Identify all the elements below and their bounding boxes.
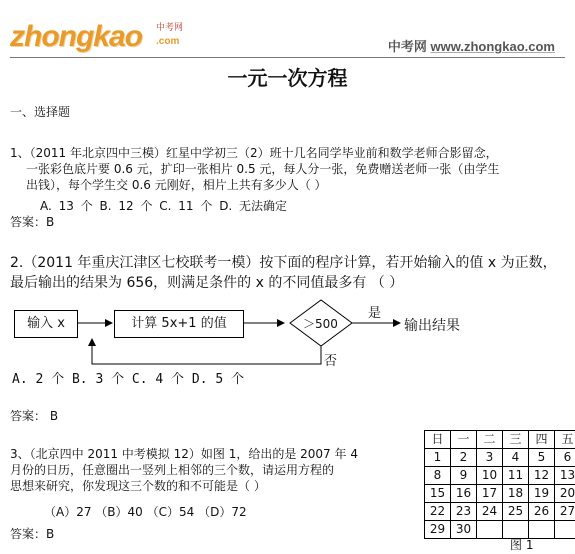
calendar-cell: 23 — [451, 503, 477, 521]
q3-line-2: 月份的日历，任意圈出一竖列上相邻的三个数，请运用方程的 — [10, 463, 335, 477]
loop-back-line — [92, 340, 321, 364]
calendar-cell: 20 — [555, 485, 575, 503]
april-calendar — [424, 430, 575, 539]
site-url-header[interactable] — [388, 36, 555, 55]
calendar-header-cell: 三 — [503, 431, 529, 449]
calendar-cell: 11 — [503, 467, 529, 485]
calendar-cell: 13 — [555, 467, 575, 485]
calendar-row — [425, 521, 575, 539]
flow-yes-label: 是 — [368, 306, 382, 321]
section-heading: 一、选择题 — [10, 105, 71, 119]
calendar-cell: 18 — [503, 485, 529, 503]
calendar-cell: 4 — [503, 449, 529, 467]
site-url[interactable]: www.zhongkao.com — [430, 39, 555, 54]
calendar-row — [425, 449, 575, 467]
logo-text: zhongkao — [10, 20, 142, 53]
calendar-cell: 26 — [529, 503, 555, 521]
calendar-cell — [477, 521, 503, 539]
calendar-cell: 1 — [425, 449, 451, 467]
q3-line-1: 3、（北京四中 2011 中考模拟 12）如图 1，给出的是 2007 年 4 — [10, 447, 358, 461]
flow-no-label: 否 — [324, 354, 338, 369]
calendar-header-cell: 日 — [425, 431, 451, 449]
flow-output-label: 输出结果 — [404, 318, 460, 334]
q2-line-1: 2.（2011 年重庆江津区七校联考一模）按下面的程序计算，若开始输入的值 x 为正数， — [10, 255, 557, 271]
calendar-cell: 27 — [555, 503, 575, 521]
calendar-header-cell: 四 — [529, 431, 555, 449]
calendar-cell: 2 — [451, 449, 477, 467]
zhongkao-logo[interactable] — [6, 14, 196, 54]
calendar-cell: 3 — [477, 449, 503, 467]
flow-condition-label: ＞500 — [303, 317, 338, 331]
calendar-cell: 9 — [451, 467, 477, 485]
q1-options: A. 13 个 B. 12 个 C. 11 个 D. 无法确定 — [40, 199, 288, 213]
header-divider — [10, 57, 565, 58]
calendar-caption: 图 1 — [510, 538, 534, 552]
calendar-cell: 24 — [477, 503, 503, 521]
calendar-cell: 29 — [425, 521, 451, 539]
calendar-cell — [555, 521, 575, 539]
calendar-cell: 17 — [477, 485, 503, 503]
calendar-header-row — [425, 431, 575, 449]
logo-domain: .com — [156, 36, 180, 47]
calendar-cell: 10 — [477, 467, 503, 485]
calendar-cell: 8 — [425, 467, 451, 485]
program-flowchart — [12, 294, 482, 368]
calendar-row — [425, 485, 575, 503]
calendar-row — [425, 503, 575, 521]
calendar-cell: 16 — [451, 485, 477, 503]
q3-line-3: 思想来研究，你发现这三个数的和不可能是（ ） — [10, 479, 266, 493]
calendar-header-cell: 二 — [477, 431, 503, 449]
q2-line-2: 最后输出的结果为 656，则满足条件的 x 的不同值最多有 （ ） — [10, 275, 404, 291]
calendar-row — [425, 467, 575, 485]
calendar-cell: 19 — [529, 485, 555, 503]
q2-answer: 答案： B — [10, 409, 59, 423]
q3-answer: 答案：B — [10, 527, 55, 541]
flow-compute-box: 计算 5x+1 的值 — [114, 310, 244, 338]
q1-answer: 答案：B — [10, 215, 55, 229]
calendar-cell: 12 — [529, 467, 555, 485]
calendar-cell: 22 — [425, 503, 451, 521]
flow-input-box: 输入 x — [14, 310, 78, 338]
q1-line-1: 1、（2011 年北京四中三模）红星中学初三（2）班十几名同学毕业前和数学老师合影留念， — [10, 146, 498, 160]
page-title: 一元一次方程 — [227, 66, 348, 90]
site-label: 中考网 — [387, 39, 427, 54]
calendar-header-cell: 五 — [555, 431, 575, 449]
calendar-table — [424, 430, 575, 539]
logo-small-text: 中考网 — [156, 23, 184, 33]
q1-line-2: 一张彩色底片要 0.6 元，扩印一张相片 0.5 元，每人分一张，免费赠送老师一张（由学生 — [26, 162, 500, 176]
q1-line-3: 出钱），每个学生交 0.6 元刚好，相片上共有多少人（ ） — [26, 178, 327, 192]
q3-options: （A）27 （B）40 （C）54 （D）72 — [44, 505, 247, 519]
calendar-cell: 30 — [451, 521, 477, 539]
calendar-cell: 15 — [425, 485, 451, 503]
calendar-cell: 6 — [555, 449, 575, 467]
calendar-header-cell: 一 — [451, 431, 477, 449]
q2-options: A. 2 个 B. 3 个 C. 4 个 D. 5 个 — [12, 372, 245, 387]
calendar-cell: 5 — [529, 449, 555, 467]
calendar-cell: 25 — [503, 503, 529, 521]
